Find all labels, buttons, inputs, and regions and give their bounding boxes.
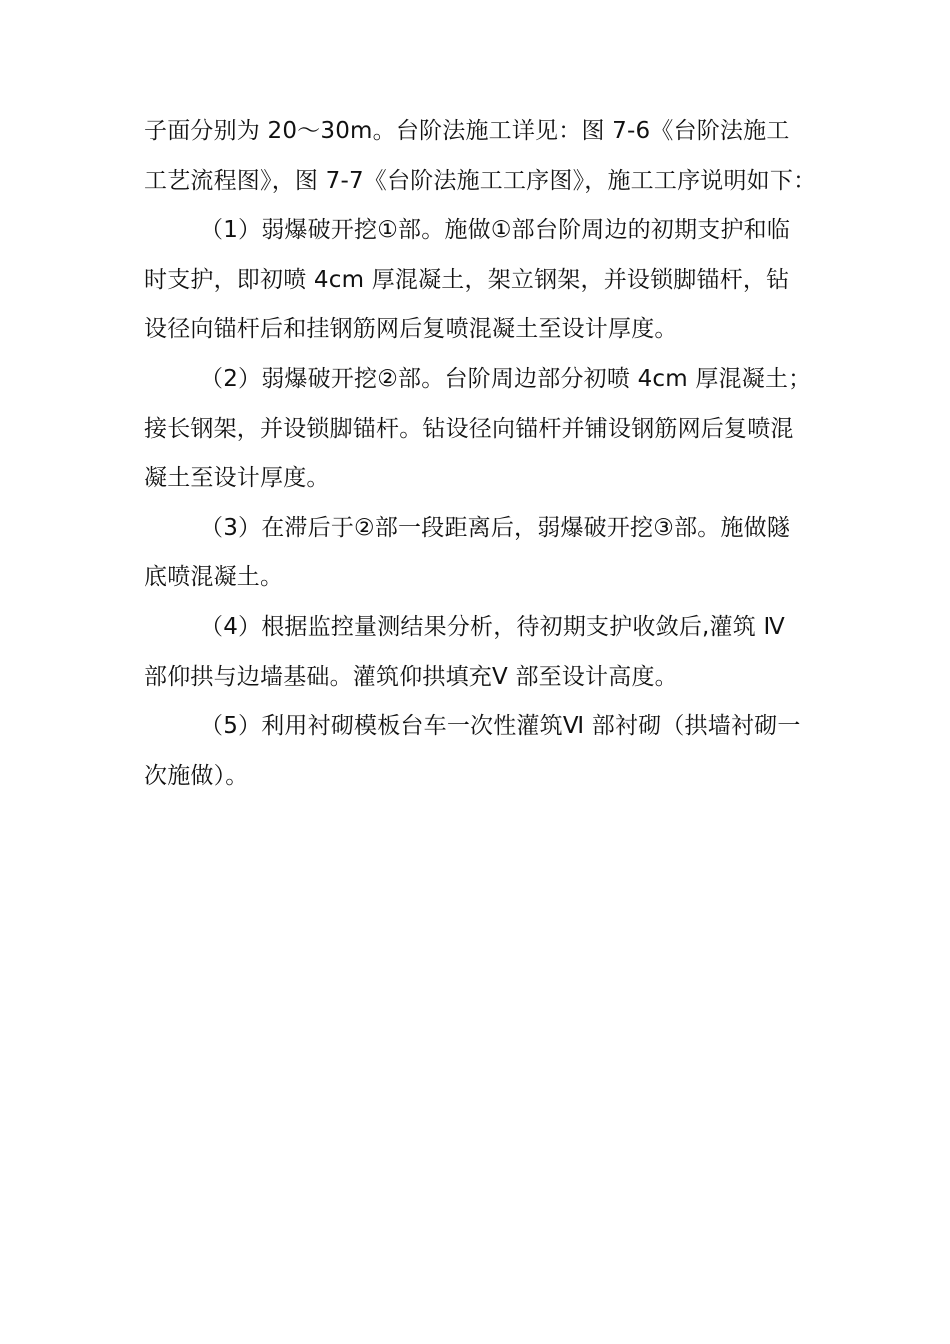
step-1-line: （1）弱爆破开挖①部。施做①部台阶周边的初期支护和临 bbox=[200, 217, 791, 244]
step-2-line: （2）弱爆破开挖②部。台阶周边部分初喷 4cm 厚混凝土； bbox=[200, 365, 812, 392]
step-3-line: （3）在滞后于②部一段距离后，弱爆破开挖③部。施做隧 bbox=[200, 514, 791, 541]
paragraph-line: 子面分别为 20～30m。台阶法施工详见：图 7-6《台阶法施工 bbox=[144, 118, 790, 144]
paragraph-line: 工艺流程图》，图 7-7《台阶法施工工序图》，施工工序说明如下： bbox=[144, 167, 817, 194]
step-4-line: 部仰拱与边墙基础。灌筑仰拱填充Ⅴ 部至设计高度。 bbox=[144, 663, 678, 690]
step-5-line: 次施做）。 bbox=[144, 762, 249, 789]
step-3-line: 底喷混凝土。 bbox=[144, 564, 284, 591]
step-1-line: 时支护，即初喷 4cm 厚混凝土，架立钢架，并设锁脚锚杆，钻 bbox=[144, 266, 790, 293]
step-2-line: 凝土至设计厚度。 bbox=[144, 465, 330, 492]
step-2-line: 接长钢架，并设锁脚锚杆。钻设径向锚杆并铺设钢筋网后复喷混 bbox=[144, 415, 794, 442]
document-body bbox=[144, 107, 817, 801]
step-5-line: （5）利用衬砌模板台车一次性灌筑Ⅵ 部衬砌（拱墙衬砌一 bbox=[200, 713, 801, 740]
step-1-line: 设径向锚杆后和挂钢筋网后复喷混凝土至设计厚度。 bbox=[144, 316, 678, 343]
step-4-line: （4）根据监控量测结果分析，待初期支护收敛后,灌筑 Ⅳ bbox=[200, 613, 785, 640]
